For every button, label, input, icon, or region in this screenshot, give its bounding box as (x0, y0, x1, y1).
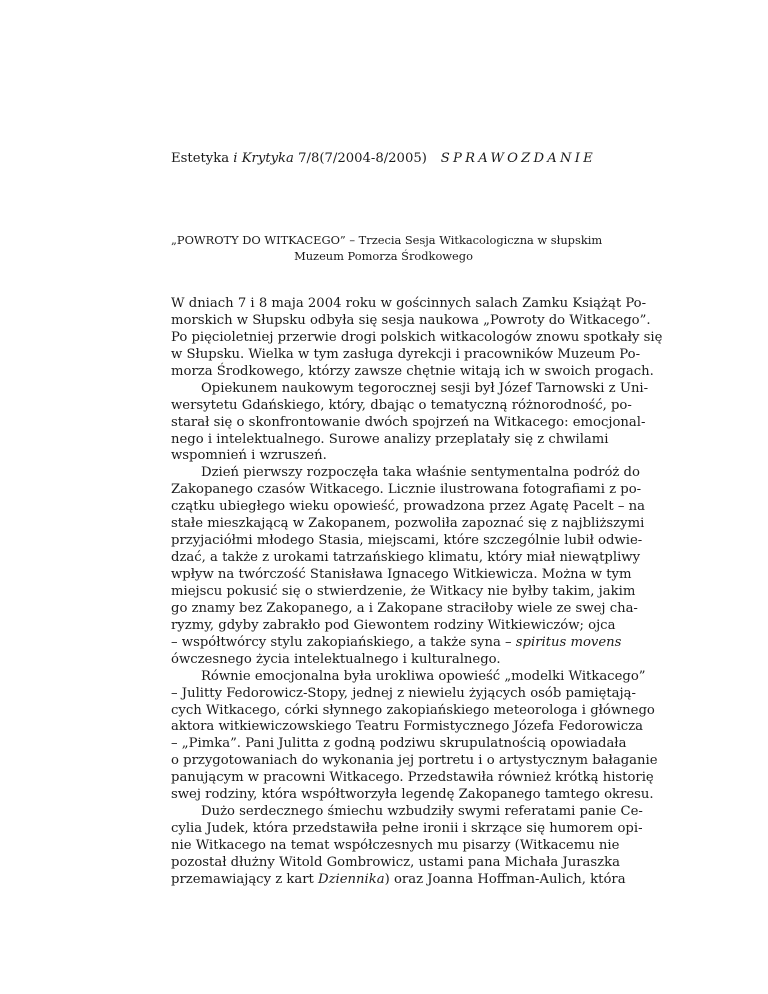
body-line: cylia Judek, która przedstawiła pełne ironii i skrzące się humorem opi- (171, 821, 643, 837)
title-line-2: Muzeum Pomorza Środkowego (294, 249, 473, 263)
title-line-1: „POWROTY DO WITKACEGO” – Trzecia Sesja Witkacologiczna w słupskim (171, 233, 603, 247)
body-line: W dniach 7 i 8 maja 2004 roku w gościnnych salach Zamku Książąt Po- (171, 296, 647, 311)
body-line: morza Środkowego, którzy zawsze chętnie witają ich w swoich progach. (171, 363, 654, 379)
body-line: o przygotowaniach do wykonania jej portretu i o artystycznym bałaganie (171, 753, 658, 769)
body-line: wersytetu Gdańskiego, który, dbając o tematyczną różnorodność, po- (171, 397, 632, 413)
body-line: stałe mieszkającą w Zakopanem, pozwoliła zapoznać się z najbliższymi (171, 516, 645, 532)
body-line: – „Pimka”. Pani Julitta z godną podziwu skrupulatnością opowiadała (171, 736, 627, 752)
body-line: Dużo serdecznego śmiechu wzbudziły swymi referatami panie Ce- (201, 804, 643, 820)
journal-name-prefix: Estetyka (171, 151, 234, 166)
article-body (171, 296, 663, 889)
article-title (171, 232, 603, 264)
body-line: swej rodziny, która współtworzyła legendę Zakopanego tamtego okresu. (171, 787, 654, 803)
body-line (171, 634, 622, 652)
journal-issue: 7/8(7/2004-8/2005) (293, 151, 427, 166)
body-line: aktora witkiewiczowskiego Teatru Formistycznego Józefa Fedorowicza (171, 719, 644, 735)
body-line: Równie emocjonalna była urokliwa opowieść „modelki Witkacego” (201, 668, 646, 684)
body-line-segment: ) oraz Joanna Hoffman-Aulich, która (384, 871, 626, 887)
body-line: go znamy bez Zakopanego, a i Zakopane straciłoby wiele ze swej cha- (171, 600, 638, 616)
body-line: morskich w Słupsku odbyła się sesja naukowa „Powroty do Witkacego”. (171, 312, 651, 328)
body-line: Opiekunem naukowym tegorocznej sesji był Józef Tarnowski z Uni- (201, 380, 649, 396)
body-line: Zakopanego czasów Witkacego. Licznie ilustrowana fotografiami z po- (171, 482, 642, 498)
body-line: wpływ na twórczość Stanisława Ignacego Witkiewicza. Można w tym (171, 567, 632, 582)
body-line: nego i intelektualnego. Surowe analizy przeplatały się z chwilami (171, 431, 609, 447)
body-line: miejscu pokusić się o stwierdzenie, że Witkacy nie byłby takim, jakim (171, 583, 636, 599)
section-label: SPRAWOZDANIE (440, 151, 596, 166)
body-line: pozostał dłużny Witold Gombrowicz, ustami pana Michała Juraszka (171, 854, 620, 870)
body-line-segment: przemawiający z kart (171, 871, 319, 887)
body-line: dzać, a także z urokami tatrzańskiego klimatu, który miał niewątpliwy (171, 550, 641, 566)
body-line-italic: Dziennika (318, 871, 385, 887)
body-line: w Słupsku. Wielka w tym zasługa dyrekcji i pracowników Muzeum Po- (171, 346, 641, 362)
body-line (171, 871, 626, 889)
body-line: ryzmy, gdyby zabrakło pod Giewontem rodziny Witkiewiczów; ojca (171, 617, 616, 633)
body-line: ówczesnego życia intelektualnego i kulturalnego. (171, 651, 501, 667)
body-line: przyjaciółmi młodego Stasia, miejscami, które szczególnie lubił odwie- (171, 533, 643, 549)
body-line: – Julitty Fedorowicz-Stopy, jednej z niewielu żyjących osób pamiętają- (171, 685, 636, 701)
body-line: Po pięcioletniej przerwie drogi polskich witkacologów znowu spotkały się (171, 329, 663, 345)
body-line-segment: – współtwórcy stylu zakopiańskiego, a także syna – (171, 634, 516, 650)
body-line: wspomnień i wzruszeń. (171, 448, 327, 464)
journal-citation (171, 150, 427, 168)
body-line: Dzień pierwszy rozpoczęła taka właśnie sentymentalna podróż do (201, 465, 640, 481)
body-line: panującym w pracowni Witkacego. Przedstawiła również krótką historię (171, 770, 654, 786)
body-line: cych Witkacego, córki słynnego zakopiańskiego meteorologa i głównego (171, 702, 655, 718)
body-line: nie Witkacego na temat współczesnych mu pisarzy (Witkacemu nie (171, 838, 620, 853)
body-line: starał się o skonfrontowanie dwóch spojrzeń na Witkacego: emocjonal- (171, 414, 646, 430)
body-line-italic: spiritus movens (515, 634, 622, 650)
journal-name-italic: i Krytyka (233, 151, 294, 166)
body-line: czątku ubiegłego wieku opowieść, prowadzona przez Agatę Pacelt – na (171, 499, 646, 515)
